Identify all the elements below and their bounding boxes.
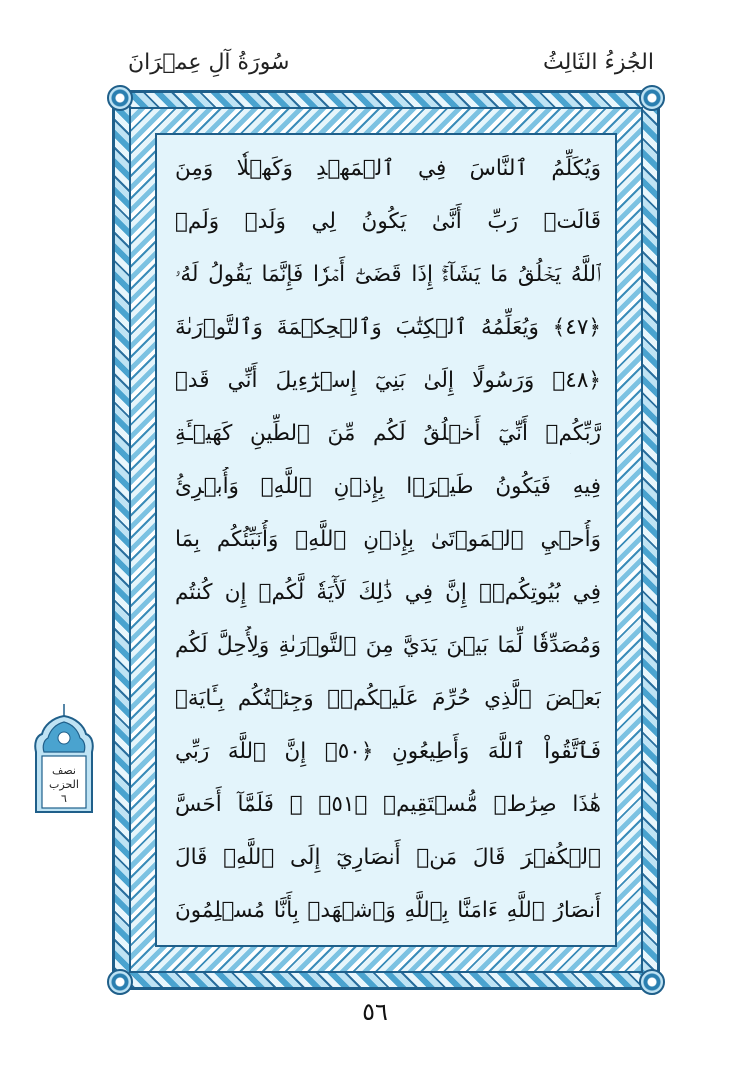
verse-line: وَيُكَلِّمُ ٱلنَّاسَ فِي ٱلۡمَهۡدِ وَكَهۡلٗا وَمِنَ	[175, 156, 601, 181]
verse-line: ﴿٤٨﴾ وَرَسُولًا إِلَىٰ بَنِيٓ إِسۡرَٰٓءِيلَ أَنِّي قَدۡ	[175, 368, 601, 393]
frame-border	[129, 107, 643, 973]
verse-line: فِي بُيُوتِكُمۡۚ إِنَّ فِي ذَٰلِكَ لَأٓيَةٗ لَّكُمۡ إِن كُنتُم	[175, 580, 601, 605]
verse-line: هَٰذَا صِرَٰطٞ مُّسۡتَقِيمٞ ﴿٥١﴾ ۞ فَلَمَّآ أَحَسَّ	[175, 792, 601, 817]
hizb-label: الحزب	[49, 778, 79, 791]
hizb-number: ٦	[61, 792, 67, 805]
verse-line: فَٱتَّقُواْ ٱللَّهَ وَأَطِيعُونِ ﴿٥٠﴾ إِنَّ ٱللَّهَ رَبِّي	[175, 739, 601, 764]
verse-line: بَعۡضَ ٱلَّذِي حُرِّمَ عَلَيۡكُمۡۚ وَجِئۡتُكُم بِـَٔايَةٖ	[175, 686, 601, 711]
verse-line: قَالَتۡ رَبِّ أَنَّىٰ يَكُونُ لِي وَلَدٞ وَلَمۡ	[175, 209, 601, 234]
header-surah: سُورَةُ آلِ عِمۡرَانَ	[128, 50, 290, 75]
hizb-label-half: نصف	[52, 764, 76, 777]
verse-line: ﴿٤٧﴾ وَيُعَلِّمُهُ ٱلۡكِتَٰبَ وَٱلۡحِكۡمَةَ وَٱلتَّوۡرَىٰةَ	[175, 315, 601, 340]
verse-line: ٱللَّهُ يَخۡلُقُ مَا يَشَآءُۚ إِذَا قَضَىٰٓ أَمۡرٗا فَإِنَّمَا يَقُولُ لَهُۥ	[175, 262, 601, 287]
page-number: ٥٦	[362, 998, 388, 1026]
page-frame	[112, 90, 660, 990]
header-juz: الجُزءُ الثَالِثُ	[543, 50, 654, 75]
verse-line: وَمُصَدِّقٗا لِّمَا بَيۡنَ يَدَيَّ مِنَ ٱلتَّوۡرَىٰةِ وَلِأُحِلَّ لَكُم	[175, 633, 601, 658]
verse-line: وَأُحۡيِ ٱلۡمَوۡتَىٰ بِإِذۡنِ ٱللَّهِۖ وَأُنَبِّئُكُم بِمَا	[175, 527, 601, 552]
verse-line: أَنصَارُ ٱللَّهِ ءَامَنَّا بِٱللَّهِ وَٱشۡهَدۡ بِأَنَّا مُسۡلِمُونَ	[175, 898, 601, 923]
verse-line: ٱلۡكُفۡرَ قَالَ مَنۡ أَنصَارِيٓ إِلَى ٱللَّهِۖ قَالَ	[175, 845, 601, 870]
hizb-marker	[30, 704, 98, 814]
verse-line: فِيهِ فَيَكُونُ طَيۡرَۢا بِإِذۡنِ ٱللَّهِۖ وَأُبۡرِئُ	[175, 474, 601, 499]
text-panel	[155, 133, 617, 947]
verse-line: رَّبِّكُمۡ أَنِّيٓ أَخۡلُقُ لَكُم مِّنَ ٱلطِّينِ كَهَيۡـَٔةِ	[175, 421, 601, 446]
